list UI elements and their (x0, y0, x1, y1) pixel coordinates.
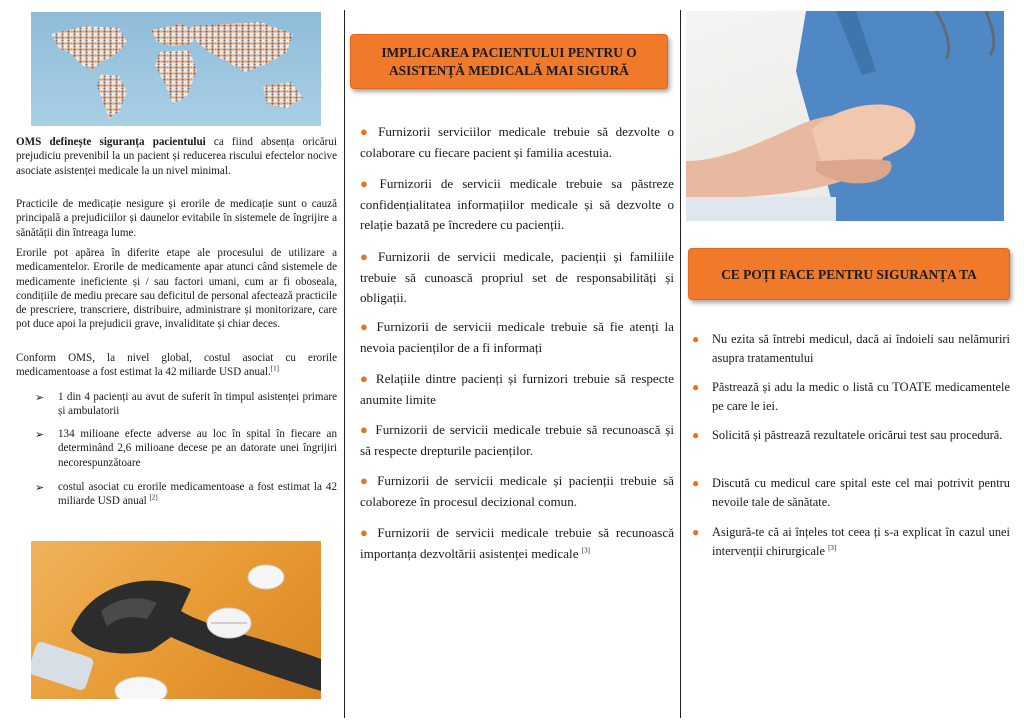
caregiver-hands-image (686, 11, 1004, 221)
intro-text: ca fiind absența oricărui prejudiciu prevenibil la un pacient și reducerea riscului efectelor nocive asociate asistenței medicale la un nivel minimal. (16, 136, 337, 177)
provider-bullet-text: Relațiile dintre pacienți și furnizori trebuie să respecte anumite limite (360, 371, 674, 407)
bullet-dot-icon: ● (692, 428, 700, 442)
provider-bullet (360, 523, 674, 564)
provider-bullet-text: Furnizorii de servicii medicale, pacienții și familiile trebuie să cunoască propriul set de responsabilități și obligații. (360, 249, 674, 306)
header-line: IMPLICAREA PACIENTULUI PENTRU O (381, 45, 637, 60)
medication-errors-paragraph: Erorile pot apărea în diferite etape ale procesului de utilizare a medicamentelor. Erorile de medicamente apar atunci când sistemele de medicamente ineficiente și / sau factori umani, cum ar fi oboseala, condițiile de mediu precare sau deficitul de personal afectează practicile de prescriere, transcriere, distribuire, administrare și monitorizare, care pot duce apoi la prejudicii grave, invaliditate și chiar deces. (16, 247, 337, 331)
header-line: ASISTENȚĂ MEDICALĂ MAI SIGURĂ (389, 62, 629, 78)
patient-tip (712, 426, 1010, 445)
provider-bullet-text: Furnizorii de servicii medicale trebuie să recunoască importanța dezvoltării asistenței medicale (360, 525, 675, 561)
reference-2: [2] (149, 493, 158, 502)
provider-bullet (360, 317, 674, 358)
bullet-dot-icon: ● (360, 176, 374, 191)
bullet-dot-icon: ● (692, 476, 700, 490)
bullet-dot-icon: ● (692, 332, 700, 346)
stat-bullet-text: costul asociat cu erorile medicamentoase a fost estimat la 42 miliarde USD anual (58, 481, 337, 508)
stat-bullet-text: 1 din 4 pacienți au avut de suferit în timpul asistenței primare și ambulatorii (58, 391, 337, 418)
bullet-dot-icon: ● (360, 473, 372, 488)
bullet-dot-icon: ● (360, 371, 370, 386)
patient-tip (712, 523, 1010, 561)
bullet-dot-icon: ● (360, 249, 372, 264)
wrench-pills-image (31, 541, 321, 699)
bullet-dot-icon: ● (360, 319, 371, 334)
reference-3: [3] (828, 543, 837, 552)
stat-bullet (58, 390, 337, 419)
column-divider-left (344, 10, 345, 718)
provider-bullet-text: Furnizorii de servicii medicale trebuie sa păstreze confidențialitatea informațiilor medicale și să dezvolte o relație bazată pe încredere cu pacienții. (360, 176, 674, 233)
provider-bullet (360, 420, 674, 461)
provider-bullet-text: Furnizorii de servicii medicale trebuie să fie atenți la nevoia pacienților de a fi informați (360, 319, 674, 355)
caregiver-hands-graphic (686, 11, 1004, 221)
bullet-dot-icon: ● (692, 380, 700, 394)
patient-tip-text: Nu ezita să întrebi medicul, dacă ai îndoieli sau nelămuriri asupra tratamentului (712, 332, 1010, 365)
arrow-bullet-icon: ➢ (35, 482, 45, 494)
world-map-graphic (31, 12, 321, 126)
patient-tip (712, 378, 1010, 416)
provider-bullet-text: Furnizorii serviciilor medicale trebuie să dezvolte o colaborare cu fiecare pacient și familia acestuia. (360, 124, 674, 160)
provider-bullet (360, 247, 674, 309)
bullet-dot-icon: ● (360, 124, 373, 139)
provider-bullet (360, 369, 674, 410)
patient-tip-text: Păstrează și adu la medic o listă cu TOATE medicamentele pe care le iei. (712, 380, 1010, 413)
what-you-can-do-header: CE POȚI FACE PENTRU SIGURANȚA TA (688, 248, 1010, 300)
patient-tip-text: Asigură-te că ai înțeles tot ceea ți s-a explicat în cazul unei intervenții chirurgicale (712, 525, 1010, 558)
medication-practices-paragraph: Practicile de medicație nesigure și erorile de medicație sunt o cauză principală a prejudiciilor și daunelor evitabile în sistemele de îngrijire a sănătății din întreaga lume. (16, 198, 337, 239)
bullet-dot-icon: ● (692, 525, 700, 539)
provider-bullet (360, 174, 674, 236)
wrench-graphic (31, 541, 321, 699)
patient-tip-text: Discută cu medicul care spital este cel mai potrivit pentru nevoile tale de sănătate. (712, 476, 1010, 509)
patient-involvement-header (350, 34, 668, 89)
stat-bullet-text: 134 milioane efecte adverse au loc în spital în fiecare an determinând 2,6 milioane decese pe an datorate unei îngrijiri necorespunzătoare (58, 428, 337, 469)
provider-bullet (360, 471, 674, 512)
provider-bullet-text: Furnizorii de servicii medicale trebuie să recunoască și să respecte drepturile pacienților. (360, 422, 674, 458)
oms-cost-paragraph (16, 351, 337, 380)
intro-bold-term: OMS definește siguranța pacientului (16, 136, 206, 148)
column-divider-right (680, 10, 681, 718)
world-map-pills-image (31, 12, 321, 126)
bullet-dot-icon: ● (360, 422, 370, 437)
stat-bullet (58, 480, 337, 509)
patient-tip (712, 474, 1010, 512)
provider-bullet (360, 122, 674, 163)
reference-3: [3] (581, 546, 590, 555)
provider-bullet-text: Furnizorii de servicii medicale și pacienții trebuie să colaboreze în procesul decizional comun. (360, 473, 674, 509)
patient-tip-text: Solicită și păstrează rezultatele oricărui test sau procedură. (712, 428, 1003, 442)
patient-tip (712, 330, 1010, 368)
stat-bullet (58, 427, 337, 470)
reference-1: [1] (270, 364, 279, 373)
intro-paragraph (16, 135, 337, 178)
oms-cost-text: Conform OMS, la nivel global, costul asociat cu erorile medicamentoase a fost estimat la 42 miliarde USD anual. (16, 352, 337, 379)
bullet-dot-icon: ● (360, 525, 372, 540)
arrow-bullet-icon: ➢ (35, 429, 45, 441)
arrow-bullet-icon: ➢ (35, 392, 45, 404)
